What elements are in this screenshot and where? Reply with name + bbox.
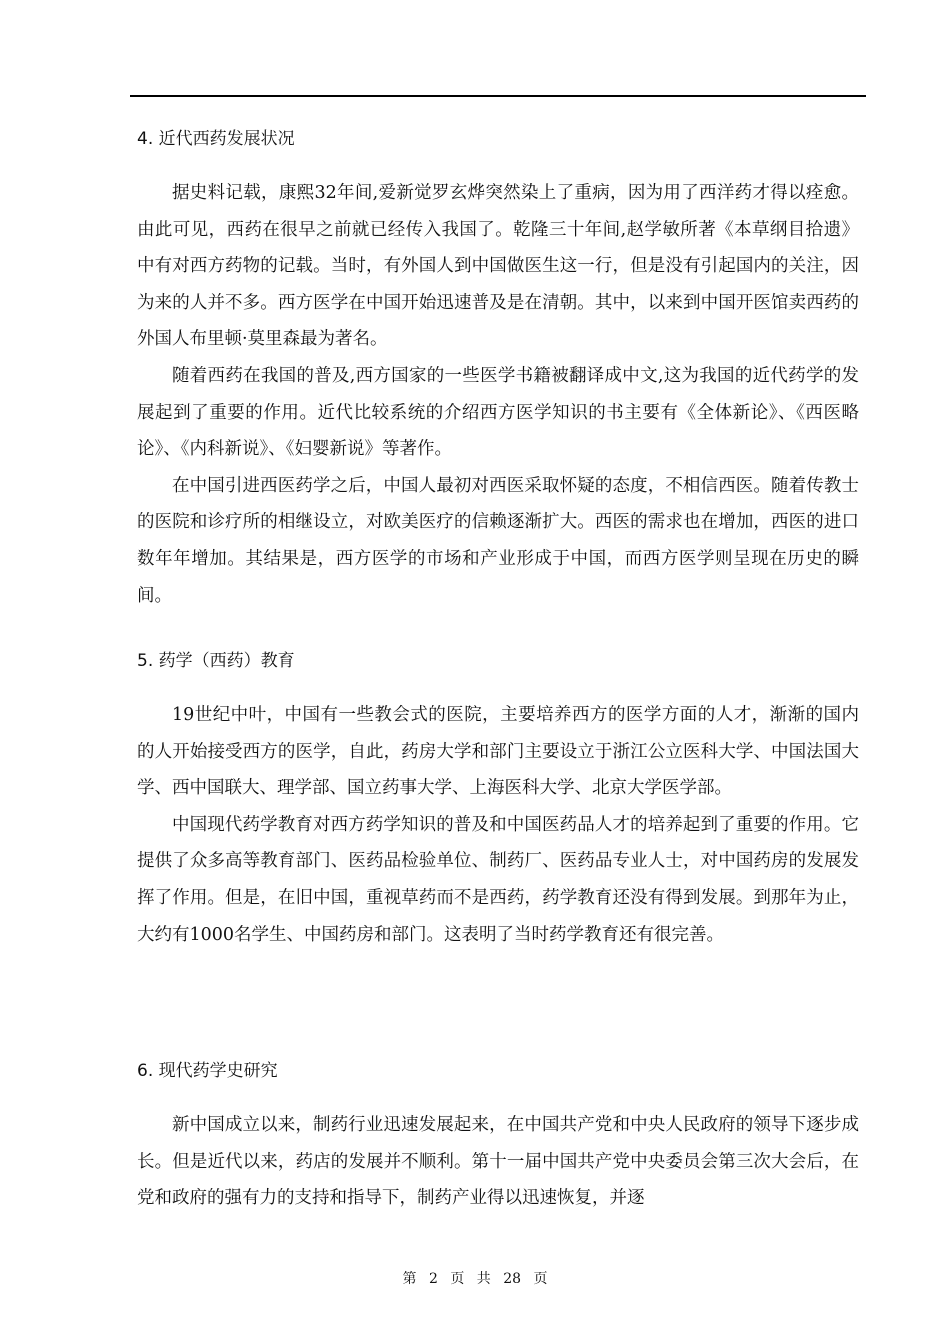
section-body (137, 1107, 859, 1217)
paragraph: 中国现代药学教育对西方药学知识的普及和中国医药品人才的培养起到了重要的作用。它提供了众多高等教育部门、医药品检验单位、制药厂、医药品专业人士，对中国药房的发展发挥了作用。但是，在旧中国，重视草药而不是西药，药学教育还没有得到发展。到那年为止，大约有1000名学生、中国药房和部门。这表明了当时药学教育还有很完善。 (137, 814, 859, 945)
total-page-number: 28 (503, 1271, 522, 1287)
current-page-number: 2 (428, 1271, 438, 1287)
section-heading: 4. 近代西药发展状况 (137, 129, 295, 149)
footer-total-label: 共 (476, 1271, 491, 1287)
paragraph: 新中国成立以来，制药行业迅速发展起来，在中国共产党和中央人民政府的领导下逐步成长。但是近代以来，药店的发展并不顺利。第十一届中国共产党中央委员会第三次大会后，在党和政府的强有力的支持和指导下，制药产业得以迅速恢复，并逐 (137, 1115, 859, 1209)
footer-page-label: 页 (450, 1271, 465, 1287)
header-rule (130, 95, 866, 97)
section-body (137, 697, 859, 953)
paragraph: 据史料记载，康熙32年间,爱新觉罗玄烨突然染上了重病，因为用了西洋药才得以痊愈。由此可见，西药在很早之前就已经传入我国了。乾隆三十年间,赵学敏所著《本草纲目拾遗》中有对西方药物的记载。当时，有外国人到中国做医生这一行，但是没有引起国内的关注，因为来的人并不多。西方医学在中国开始迅速普及是在清朝。其中，以来到中国开医馆卖西药的外国人布里顿·莫里森最为著名。 (137, 183, 859, 350)
page-footer (0, 1270, 950, 1288)
section-heading: 6. 现代药学史研究 (137, 1061, 278, 1081)
section-heading: 5. 药学（西药）教育 (137, 651, 295, 671)
section-body (137, 175, 859, 614)
paragraph: 随着西药在我国的普及,西方国家的一些医学书籍被翻译成中文,这为我国的近代药学的发展起到了重要的作用。近代比较系统的介绍西方医学知识的书主要有《全体新论》、《西医略论》、《内科新说》、《妇婴新说》等著作。 (137, 365, 859, 460)
footer-prefix: 第 (402, 1271, 417, 1287)
footer-suffix: 页 (533, 1271, 548, 1287)
paragraph: 19世纪中叶，中国有一些教会式的医院，主要培养西方的医学方面的人才，渐渐的国内的人开始接受西方的医学，自此，药房大学和部门主要设立于浙江公立医科大学、中国法国大学、西中国联大、理学部、国立药事大学、上海医科大学、北京大学医学部。 (137, 705, 859, 799)
paragraph: 在中国引进西医药学之后，中国人最初对西医采取怀疑的态度，不相信西医。随着传教士的医院和诊疗所的相继设立，对欧美医疗的信赖逐渐扩大。西医的需求也在增加，西医的进口数年年增加。其结果是，西方医学的市场和产业形成于中国，而西方医学则呈现在历史的瞬间。 (137, 475, 859, 606)
